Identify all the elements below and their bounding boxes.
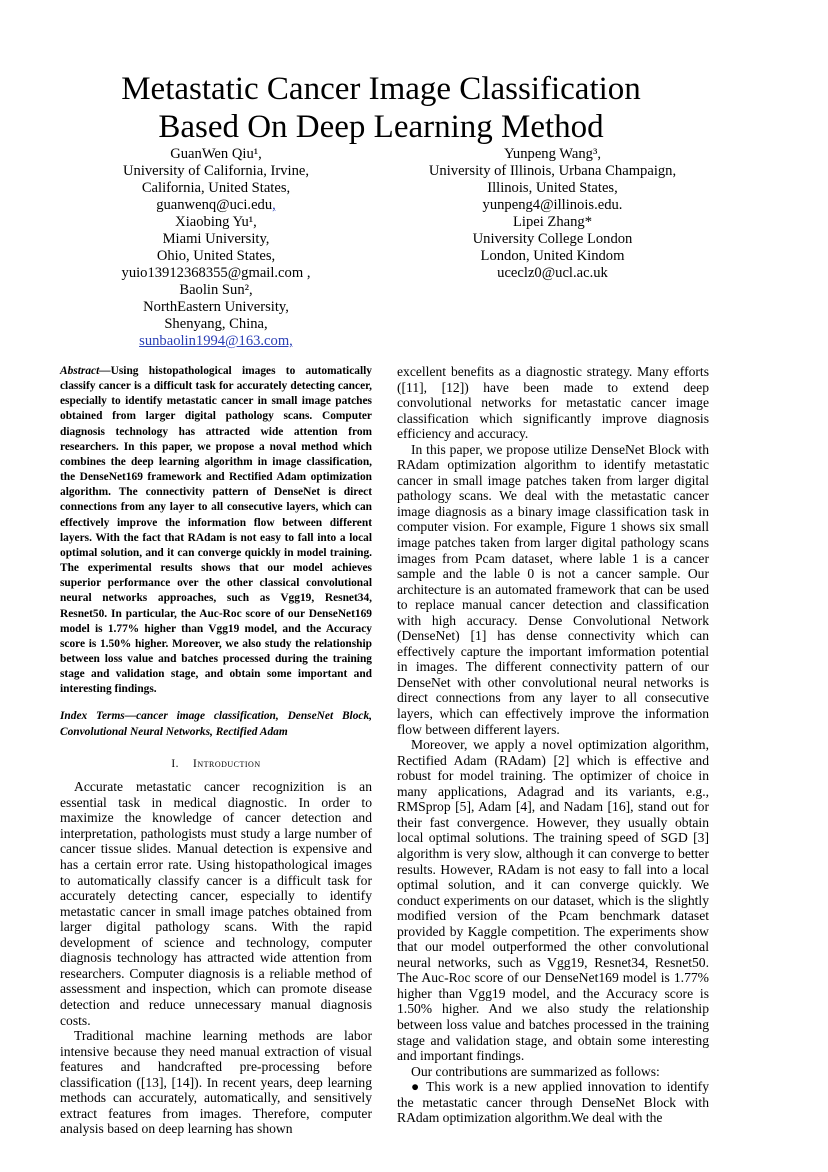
paper-title-line-1: Metastatic Cancer Image Classification	[121, 71, 641, 107]
index-terms: Index Terms—cancer image classification, DenseNet Block, Convolutional Neural Networks, Rectified Adam	[60, 710, 372, 738]
author-location: Shenyang, China,	[164, 316, 268, 332]
author-location: Ohio, United States,	[156, 248, 276, 264]
paragraph: In this paper, we propose utilize DenseNet Block with RAdam optimization algorithm to identify metastatic cancer in small image patches taken from larger digital pathology scans. We deal with the metastatic cancer image diagnosis as a binary image classification task in computer vision. For example, Figure 1 shows six small image patches taken from larger digital pathology scans images from Pcam dataset, where lable 1 is a cancer sample and the lable 0 is not a cancer sample. Our architecture is an automated framework that can be used to replace manual cancer detection and classification with high accuracy. Dense Convolutional Network (DenseNet) [1] has dense connectivity which can effectively capture the important imformation potential in images. The different connectivity pattern of our DenseNet with other convolutional neural networks is direct connections from any layer to all consecutive layers, which can effectively improve the information flow between different layers.	[397, 441, 709, 737]
right-text-column	[397, 364, 709, 1126]
authors-right-column	[400, 146, 705, 282]
paper-title-line-2: Based On Deep Learning Method	[158, 109, 604, 145]
author-location: London, United Kindom	[480, 248, 625, 264]
paragraph: Traditional machine learning methods are labor intensive because they need manual extraction of visual features and handcrafted pre-processing before classification ([13], [14]). In recent years, deep learning methods can accurately, automatically, and sensitively extract features from images. Therefore, computer analysis based on deep learning has shown	[60, 1028, 372, 1137]
author-affiliation: University of Illinois, Urbana Champaign,	[428, 163, 677, 179]
author-name: Baolin Sun²,	[179, 282, 253, 298]
bullet-item: ● This work is a new applied innovation to identify the metastatic cancer through DenseNet Block with RAdam optimization algorithm.We deal with the	[397, 1079, 709, 1126]
author-name: Yunpeng Wang³,	[504, 146, 601, 162]
authors-left-column	[86, 146, 346, 350]
abstract	[60, 364, 372, 697]
author-email-link-tail[interactable]: ,	[272, 197, 276, 213]
author-location: Illinois, United States,	[487, 180, 618, 196]
paragraph: Accurate metastatic cancer recognizition is an essential task in medical diagnostic. In order to maximize the knowledge of cancer detection and interpretation, pathologists must study a large number of cancer tissue slides. Manual detection is expensive and has a certain error rate. Using histopathological images to automatically classify cancer is a difficult task for accurately detecting cancer, especially to identify metastatic cancer in small image patches obtained from larger digital pathology scans. With the rapid development of science and technology, computer diagnosis technology has attracted wide attention from researchers. Computer diagnosis is a reliable method of assessment and inspection, which can promote disease detection and reduce unnecessary manual diagnosis costs.	[60, 779, 372, 1028]
author-name: GuanWen Qiu¹,	[170, 146, 262, 162]
author-email: yunpeng4@illinois.edu.	[482, 197, 623, 213]
author-email: uceclz0@ucl.ac.uk	[497, 265, 608, 281]
author-name: Xiaobing Yu¹,	[175, 214, 257, 230]
abstract-label: Abstract—	[60, 365, 111, 377]
paragraph: Moreover, we apply a novel optimization algorithm, Rectified Adam (RAdam) [2] which is effective and robust for model training. The optimizer of choice in many applications, Adagrad and its variants, e.g., RMSprop [5], Adam [4], and Nadam [16], stand out for their fast convergence. However, they usually obtain local optimal solutions. The training speed of SGD [3] algorithm is very slow, although it can converge to better results. However, RAdam is not easy to fall into a local optimal solution, and it can converge quickly. We conduct experiments on our dataset, which is the slightly modified version of the Pcam benchmark dataset provided by Kaggle competition. The experiments show that our model outperformed the other convolutional neural networks, such as Vgg19, Resnet34, Resnet50. The Auc-Roc score of our DenseNet169 model is 1.77% higher than Vgg19 model, and the Accuracy score is 1.50% higher. And we also study the relationship between loss value and batches processed in the training stage and validation stage, and obtain some interesting and important findings.	[397, 737, 709, 1064]
section-number: I.	[171, 757, 180, 770]
author-name: Lipei Zhang*	[512, 214, 593, 230]
paragraph: Our contributions are summarized as follows:	[411, 1063, 660, 1079]
author-location: California, United States,	[141, 180, 291, 196]
left-text-column	[60, 364, 372, 1137]
abstract-text: Using histopathological images to automatically classify cancer is a difficult task for accurately detecting cancer, especially to identify metastatic cancer in small image patches obtained from larger digital pathology scans. Computer diagnosis technology has attracted wide attention from researchers. In this paper, we propose a noval method which combines the deep learning algorithm in image classification, the DenseNet169 framework and Rectified Adam optimization algorithm. The connectivity pattern of DenseNet is direct connections from any layer to all consecutive layers, which can effectively improve the information flow between different layers. With the fact that RAdam is not easy to fall into a local optimal solution, and it can converge quickly in model training. The experimental results shows that our model achieves superior performance over the other classical convolutional neural networks approaches, such as Vgg19, Resnet34, Resnet50. In particular, the Auc-Roc score of our DenseNet169 model is 1.77% higher than Vgg19 model, and the Accuracy score is 1.50% higher. Moreover, we also study the relationship between loss value and batches processed during the training stage and validation stage, and obtain some important and interesting findings.	[60, 365, 372, 696]
section-title: Introduction	[193, 757, 261, 770]
author-affiliation: NorthEastern University,	[143, 299, 289, 315]
author-email: guanwenq@uci.edu	[156, 197, 273, 213]
author-affiliation: University of California, Irvine,	[122, 163, 310, 179]
paragraph: excellent benefits as a diagnostic strategy. Many efforts ([11], [12]) have been made to extend deep convolutional networks for metastatic cancer image classification which significantly improve diagnosis efficiency and accuracy.	[397, 364, 709, 442]
author-email-link[interactable]: sunbaolin1994@163.com,	[139, 333, 293, 349]
author-email-line	[86, 197, 346, 214]
section-heading-introduction	[60, 757, 372, 773]
paper-title	[0, 70, 762, 146]
author-affiliation: Miami University,	[162, 231, 270, 247]
author-email: yuio13912368355@gmail.com ,	[121, 265, 311, 281]
author-affiliation: University College London	[472, 231, 633, 247]
